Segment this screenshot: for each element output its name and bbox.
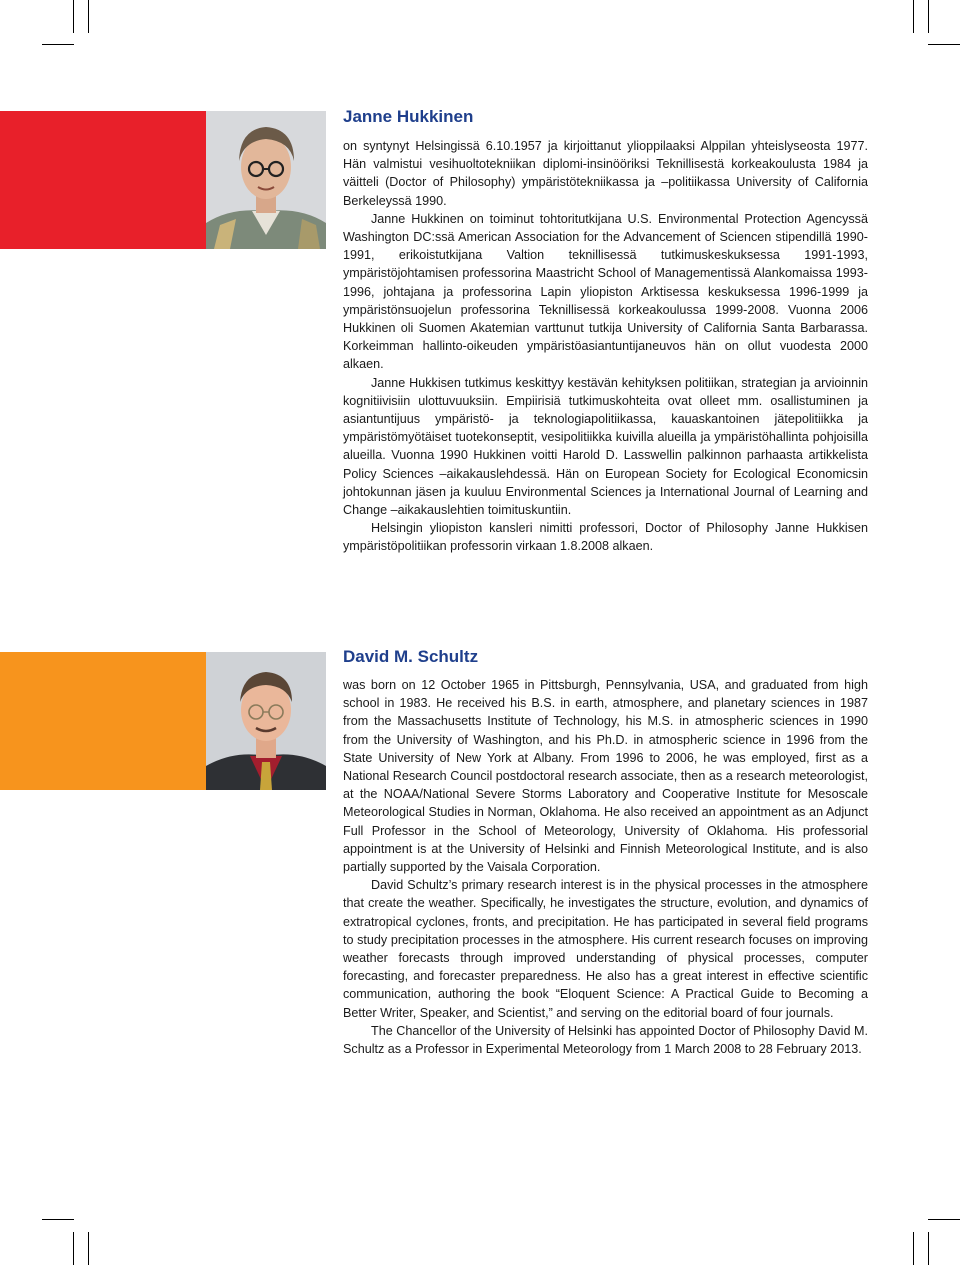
bio-paragraph: The Chancellor of the University of Helsinki has appointed Doctor of Philosophy David M. Schultz as a Professor in Experimental Meteorology from 1 March 2008 to 28 February 2013. bbox=[343, 1023, 868, 1057]
crop-mark bbox=[913, 1232, 914, 1265]
bio-paragraph: was born on 12 October 1965 in Pittsburgh, Pennsylvania, USA, and graduated from high school in 1983. He received his B.S. in earth, atmosphere, and planetary sciences in 1987 from the Massachusetts Institute of Technology, his M.S. in atmospheric sciences in 1990 from the University of Washington, and his Ph.D. in atmospheric science in 1996 from the State University of New York at Albany. From 1996 to 2006, he was employed, first as a National Research Council postdoctoral research associate, then as a research meteorologist, at the NOAA/National Severe Storms Laboratory and Cooperative Institute for Mesoscale Meteorological Studies in Norman, Oklahoma. He also received an appointment as an Adjunct Full Professor in the School of Meteorology, University of Oklahoma. His professorial appointment is at the University of Helsinki and Finnish Meteorological Institute, and is also partially supported by the Vaisala Corporation. bbox=[343, 678, 868, 875]
person-name: David M. Schultz bbox=[343, 647, 479, 666]
portrait-illustration bbox=[206, 111, 326, 249]
bio-paragraph: Helsingin yliopiston kansleri nimitti professori, Doctor of Philosophy Janne Hukkisen ympäristöpolitiikan professorin virkaan 1.8.2008 alkaen. bbox=[343, 521, 868, 554]
crop-mark bbox=[928, 1232, 929, 1265]
portrait-illustration bbox=[206, 652, 326, 790]
bio-paragraph: Janne Hukkisen tutkimus keskittyy kestävän kehityksen politiikan, strategian ja arvioinnin kognitiivisiin ulottuvuuksiin. Empiirisiä tutkimuskohteita ovat olleet mm. osallistuminen ja asiantuntijuus ympäristö- ja teknologiapolitiikassa, kauaskantoinen jätepolitiikka ja ympäristömyötäiset tuotekonseptit, vesipolitiikka kuivilla alueilla ja ympäristöhallinta pohjoisilla alueilla. Vuonna 1990 Hukkinen voitti Harold D. Lasswellin palkinnon parhaasta artikkelista Policy Sciences –aikakauslehdessä. Hän on European Society for Ecological Economicsin johtokunnan jäsen ja kuuluu Environmental Sciences ja International Journal of Learning and Change –aikakauslehtien toimituskuntiin. bbox=[343, 375, 868, 518]
crop-mark bbox=[928, 44, 960, 45]
biography bbox=[343, 676, 868, 1058]
crop-mark bbox=[73, 1232, 74, 1265]
biography bbox=[343, 137, 868, 556]
portrait-photo bbox=[206, 111, 326, 249]
bio-paragraph: David Schultz’s primary research interest is in the physical processes in the atmosphere that create the weather. Specifically, he investigates the structure, evolution, and dynamics of extratropical cyclones, fronts, and precipitation. He has participated in several field programs to study precipitation processes in the atmosphere. His current research focuses on improving weather forecasts through improved understanding of physical processes, computer forecasting, and forecaster preparedness. He also has a great interest in effective scientific communication, authoring the book “Eloquent Science: A Practical Guide to Becoming a Better Writer, Speaker, and Scientist,” and serving on the editorial board of four journals. bbox=[343, 878, 868, 1020]
bio-paragraph: on syntynyt Helsingissä 6.10.1957 ja kirjoittanut ylioppilaaksi Alppilan yhteislyseosta 1977. Hän valmistui vesihuoltotekniikan diplomi-insinööriksi Teknillisestä korkeakoulusta 1984 ja väitteli (Doctor of Philosophy) ympäristötekniikassa ja –politiikassa University of California Berkeleyssä 1990. bbox=[343, 139, 868, 208]
crop-mark bbox=[73, 0, 74, 33]
crop-mark bbox=[928, 1219, 960, 1220]
crop-mark bbox=[928, 0, 929, 33]
portrait-photo bbox=[206, 652, 326, 790]
person-name: Janne Hukkinen bbox=[343, 107, 474, 126]
crop-mark bbox=[42, 44, 74, 45]
crop-mark bbox=[913, 0, 914, 33]
crop-mark bbox=[88, 0, 89, 33]
crop-mark bbox=[42, 1219, 74, 1220]
accent-band-red bbox=[0, 111, 206, 249]
accent-band-orange bbox=[0, 652, 206, 790]
bio-paragraph: Janne Hukkinen on toiminut tohtoritutkijana U.S. Environmental Protection Agencyssä Washington DC:ssä American Association for the Advancement of Sciencen stipendillä 1990-1991, erikoistutkijana Valtion teknillisessä tutkimuskeskuksessa 1991-1993, ympäristöjohtamisen professorina Maastricht School of Managementissä Alankomaissa 1993-1996, johtajana ja professorina Lapin yliopiston Arktisessa keskuksessa 1996-1999 ja ympäristönsuojelun professorina Teknillisessä korkeakoulussa 1999-2008. Vuonna 2006 Hukkinen oli Suomen Akatemian varttunut tutkija University of California Santa Barbarassa. Korkeimman hallinto-oikeuden ympäristöasiantuntijaneuvos hän on ollut vuodesta 2000 alkaen. bbox=[343, 211, 868, 372]
crop-mark bbox=[88, 1232, 89, 1265]
